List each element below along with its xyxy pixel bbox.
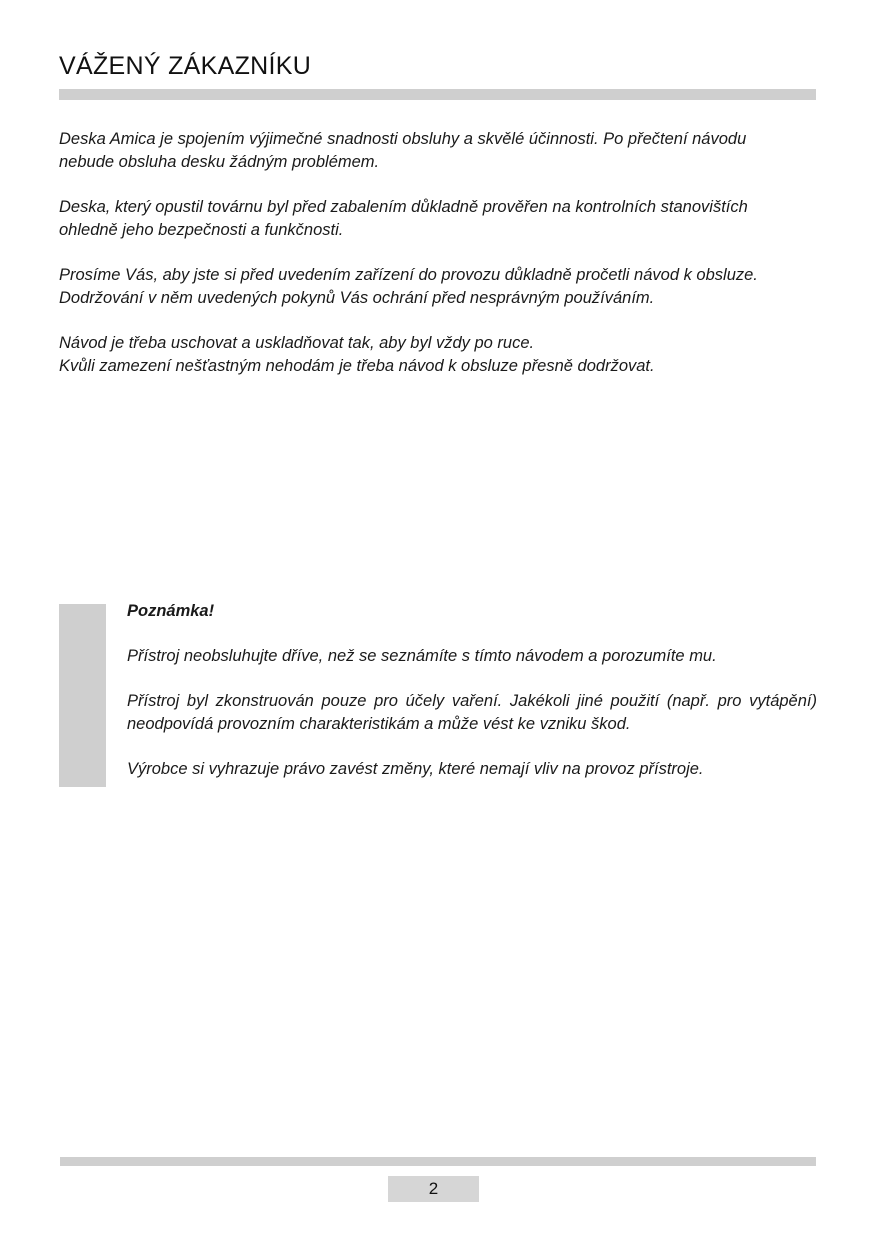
intro-line: Dodržování v něm uvedených pokynů Vás ochrání před nesprávným používáním. xyxy=(59,289,655,307)
intro-paragraph xyxy=(59,196,819,242)
page-number: 2 xyxy=(388,1176,479,1202)
title-divider xyxy=(59,89,816,100)
note-heading: Poznámka! xyxy=(127,602,215,620)
intro-line: Návod je třeba uschovat a uskladňovat tak, aby byl vždy po ruce. xyxy=(59,334,535,352)
intro-paragraph xyxy=(59,264,819,310)
note-box xyxy=(127,600,817,803)
footer-divider xyxy=(60,1157,816,1166)
note-paragraph: Přístroj neobsluhujte dříve, než se seznámíte s tímto návodem a porozumíte mu. xyxy=(127,647,717,665)
note-paragraph: Přístroj byl zkonstruován pouze pro účely vaření. Jakékoli jiné použití (např. pro vytápění) neodpovídá provozním charakteristikám a může vést ke vzniku škod. xyxy=(127,692,817,733)
intro-line: Deska, který opustil továrnu byl před zabalením důkladně prověřen na kontrolních stanovištích xyxy=(59,198,748,216)
intro-line: Deska Amica je spojením výjimečné snadnosti obsluhy a skvělé účinnosti. Po přečtení návodu xyxy=(59,130,747,148)
note-side-bar xyxy=(59,604,106,787)
intro-paragraph xyxy=(59,332,819,378)
page-title: VÁŽENÝ ZÁKAZNÍKU xyxy=(59,52,312,80)
intro-line: ohledně jeho bezpečnosti a funkčnosti. xyxy=(59,221,344,239)
intro-paragraph xyxy=(59,128,819,174)
intro-line: nebude obsluha desku žádným problémem. xyxy=(59,153,380,171)
note-paragraph: Výrobce si vyhrazuje právo zavést změny, které nemají vliv na provoz přístroje. xyxy=(127,760,704,778)
intro-section xyxy=(59,128,819,400)
intro-line: Kvůli zamezení nešťastným nehodám je třeba návod k obsluze přesně dodržovat. xyxy=(59,357,655,375)
intro-line: Prosíme Vás, aby jste si před uvedením zařízení do provozu důkladně pročetli návod k obsluze. xyxy=(59,266,758,284)
